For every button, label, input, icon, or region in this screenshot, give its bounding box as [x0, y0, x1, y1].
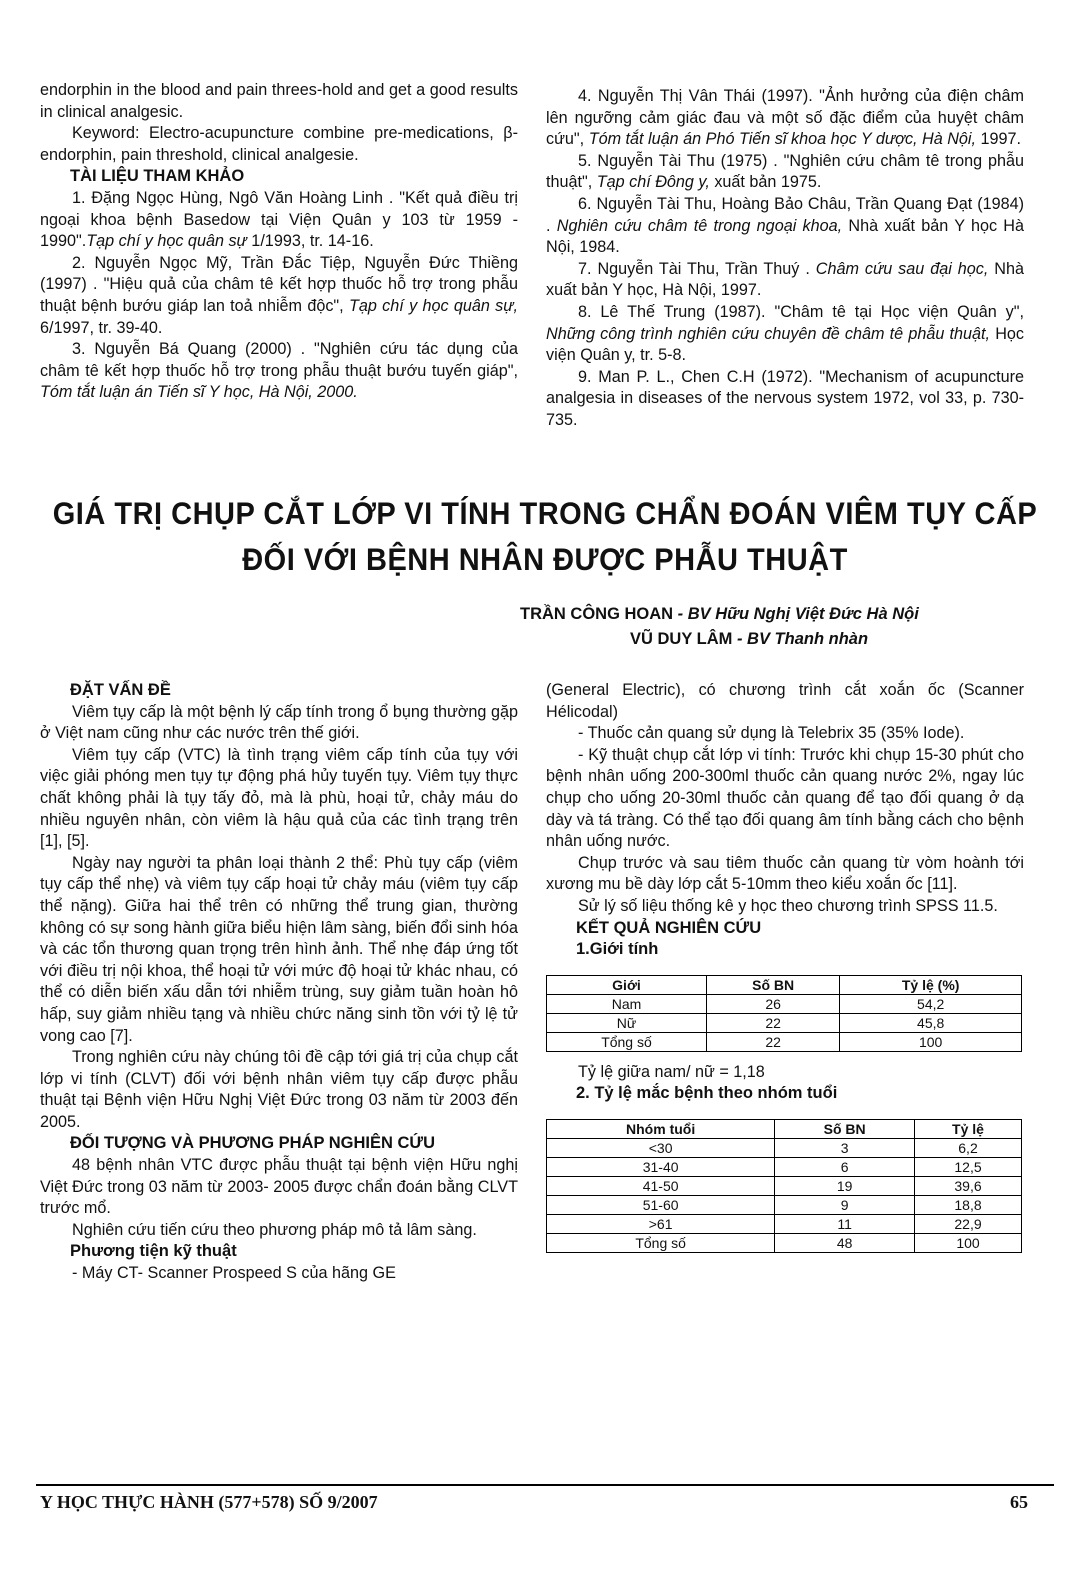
results-heading: KẾT QUẢ NGHIÊN CỨU [576, 918, 762, 937]
table-cell: 45,8 [840, 1013, 1022, 1032]
table-cell: 48 [775, 1233, 915, 1252]
references-heading: TÀI LIỆU THAM KHẢO [70, 167, 245, 186]
table-row [547, 1013, 1022, 1032]
table-row [547, 1195, 1022, 1214]
table-row [547, 1176, 1022, 1195]
intro-paragraph-3: Ngày nay người ta phân loại thành 2 thể: Phù tụy cấp (viêm tụy cấp thể nhẹ) và viêm tụy cấp hoại tử chảy máu (viêm tụy cấp thể nặng). Giữa hai thể trên có những thể trung gian, thường không có sự song hành giữa biểu hiện lâm sàng, biến đổi sinh hóa và các tổn thương quan trọng trên hình ảnh. Thể nhẹ đáp ứng tốt với điều trị nội khoa, thể hoại tử với mức độ hoại tử khác nhau, có thể có diễn biến xấu dẫn tới nhiễm trùng, suy giảm tuần hoàn hô hấp, suy giảm nhiều tạng và nhiều chức năng sinh tồn với tỷ lệ tử vong cao [7]. [40, 853, 518, 1045]
page-number: 65 [1010, 1492, 1028, 1512]
table-cell: 51-60 [547, 1195, 775, 1214]
table-cell: <30 [547, 1138, 775, 1157]
age-table [546, 1119, 1022, 1253]
footer-rule [36, 1484, 1054, 1486]
intro-paragraph-1: Viêm tụy cấp là một bệnh lý cấp tính trong ổ bụng thường gặp ở Việt nam cũng như các nước trên thế giới. [40, 702, 518, 743]
table-row [547, 1233, 1022, 1252]
table-cell: 9 [775, 1195, 915, 1214]
table-cell: 41-50 [547, 1176, 775, 1195]
table-cell: 3 [775, 1138, 915, 1157]
table-cell: 22 [706, 1032, 839, 1051]
table-header-cell: Tỷ lệ (%) [840, 975, 1022, 994]
keywords: Keyword: Electro-acupuncture combine pre-medications, β-endorphin, pain threshold, clinical analgesie. [40, 124, 518, 164]
abstract-end: endorphin in the blood and pain threes-hold and get a good results in clinical analgesic. [40, 81, 518, 121]
statistics-paragraph: Sử lý số liệu thống kê y học theo chương trình SPSS 11.5. [578, 896, 998, 915]
table-cell: 19 [775, 1176, 915, 1195]
technique-paragraph: - Kỹ thuật chụp cắt lớp vi tính: Trước khi chụp 15-30 phút cho bệnh nhân uống 200-300ml thuốc cản quang nước 2%, ngay lúc chụp cho uống 20-30ml thuốc cản quang để tạo đối quang ở dạ dày và tá tràng. Có thể tạo đối quang âm tính bằng cách cho bệnh nhân uống nước. [546, 745, 1024, 851]
table-cell: Tổng số [547, 1233, 775, 1252]
body-right-column [546, 680, 1024, 1259]
equipment-continued: (General Electric), có chương trình cắt xoắn ốc (Scanner Hélicodal) [546, 681, 1024, 721]
methods-paragraph-1: 48 bệnh nhân VTC được phẫu thuật tại bệnh viện Hữu nghị Việt Đức trong 03 năm từ 2003- 2005 được chẩn đoán bằng CLVT trước mổ. [40, 1156, 518, 1218]
table-cell: Tổng số [547, 1032, 707, 1051]
table-row [547, 1032, 1022, 1051]
table-cell: 18,8 [915, 1195, 1022, 1214]
sex-ratio: Tỷ lệ giữa nam/ nữ = 1,18 [578, 1062, 765, 1081]
table-header-cell: Tỷ lệ [915, 1119, 1022, 1138]
equipment-paragraph: - Máy CT- Scanner Prospeed S của hãng GE [72, 1264, 396, 1283]
table-row [547, 1138, 1022, 1157]
table-cell: 6 [775, 1157, 915, 1176]
author-1: TRẦN CÔNG HOAN - BV Hữu Nghị Việt Đức Hà Nội [520, 605, 919, 623]
reference-1: 1. Đặng Ngọc Hùng, Ngô Văn Hoàng Linh . "Kết quả điều trị ngoại khoa bệnh Basedow tại Viện Quân y 103 từ 1959 - 1990".Tạp chí y học quân sự 1/1993, tr. 14-16. [40, 188, 518, 251]
reference-5: 5. Nguyễn Tài Thu (1975) . "Nghiên cứu châm tê trong phẫu thuật", Tạp chí Đông y, xuất bản 1975. [546, 151, 1024, 192]
intro-paragraph-4: Trong nghiên cứu này chúng tôi đề cập tới giá trị của chụp cắt lớp vi tính (CLVT) đối với bệnh nhân viêm tụy cấp được phẫu thuật tại Bệnh viện Hữu Nghị Việt Đức trong 03 năm từ 2003 đến 2005. [40, 1048, 518, 1131]
top-left-column [40, 80, 518, 404]
table-header-row [547, 975, 1022, 994]
table-cell: 22,9 [915, 1214, 1022, 1233]
table-cell: 6,2 [915, 1138, 1022, 1157]
table-cell: 31-40 [547, 1157, 775, 1176]
reference-4: 4. Nguyễn Thị Vân Thái (1997). "Ảnh hưởng của điện châm lên ngưỡng cảm giác đau và một số đặc điểm của huyệt châm cứu", Tóm tắt luận án Phó Tiến sĩ khoa học Y dược, Hà Nội, 1997. [546, 87, 1024, 149]
table-cell: 12,5 [915, 1157, 1022, 1176]
table-header-cell: Số BN [706, 975, 839, 994]
reference-2: 2. Nguyễn Ngọc Mỹ, Trần Đắc Tiệp, Nguyễn Đức Thiềng (1997) . "Hiệu quả của châm tê kết hợp thuốc hỗ trợ trong phẫu thuật bệnh bướu giáp lan toả nhiễm độc", Tạp chí y học quân sự, 6/1997, tr. 39-40. [40, 253, 519, 337]
title-line-2: ĐỐI VỚI BỆNH NHÂN ĐƯỢC PHẪU THUẬT [242, 542, 848, 578]
age-heading: 2. Tỷ lệ mắc bệnh theo nhóm tuổi [576, 1084, 838, 1103]
table-header-row [547, 1119, 1022, 1138]
reference-7: 7. Nguyễn Tài Thu, Trần Thuý . Châm cứu sau đại học, Nhà xuất bản Y học, Hà Nội, 1997. [546, 259, 1024, 300]
article-title [0, 491, 1090, 583]
authors [520, 602, 1030, 652]
sex-heading: 1.Giới tính [576, 940, 659, 959]
table-cell: 100 [840, 1032, 1022, 1051]
intro-paragraph-2: Viêm tụy cấp (VTC) là tình trạng viêm cấp tính của tụy với việc giải phóng men tụy tự động phá hủy tuyến tụy. Viêm tụy thực chất không phải là tụy tấy đỏ, mà là phù, hoại tử, chảy máu do nhiều nguyên nhân, còn viêm là hậu quả của các tình trạng trên [1], [5]. [40, 745, 518, 851]
reference-6: 6. Nguyễn Tài Thu, Hoàng Bảo Châu, Trần Quang Đạt (1984) . Nghiên cứu châm tê trong ngoại khoa, Nhà xuất bản Y học Hà Nội, 1984. [546, 194, 1025, 257]
table-cell: 39,6 [915, 1176, 1022, 1195]
table-cell: Nữ [547, 1013, 707, 1032]
contrast-paragraph: - Thuốc cản quang sử dụng là Telebrix 35 (35% Iode). [578, 724, 965, 743]
reference-3: 3. Nguyễn Bá Quang (2000) . "Nghiên cứu tác dụng của châm tê kết hợp thuốc hỗ trợ trong phẫu thuật bướu tuyến giáp", Tóm tắt luận án Tiến sĩ Y học, Hà Nội, 2000. [40, 340, 518, 402]
reference-8: 8. Lê Thế Trung (1987). "Châm tê tại Học viện Quân y", Những công trình nghiên cứu chuyên đề châm tê phẫu thuật, Học viện Quân y, tr. 5-8. [546, 302, 1024, 365]
table-row [547, 1157, 1022, 1176]
table-header-cell: Nhóm tuổi [547, 1119, 775, 1138]
table-cell: 100 [915, 1233, 1022, 1252]
table-row [547, 994, 1022, 1013]
scan-paragraph: Chụp trước và sau tiêm thuốc cản quang từ vòm hoành tới xương mu bề dày lớp cắt 5-10mm theo kiểu xoắn ốc [11]. [546, 853, 1024, 894]
intro-heading: ĐẶT VẤN ĐỀ [70, 681, 171, 699]
author-2: VŨ DUY LÂM - BV Thanh nhàn [630, 630, 869, 648]
table-cell: 11 [775, 1214, 915, 1233]
table-cell: 22 [706, 1013, 839, 1032]
top-right-column [546, 86, 1024, 432]
table-cell: 26 [706, 994, 839, 1013]
reference-9: 9. Man P. L., Chen C.H (1972). "Mechanism of acupuncture analgesia in diseases of the nervous system 1972, vol 33, p. 730-735. [546, 367, 1024, 429]
sex-table [546, 975, 1022, 1052]
equipment-heading: Phương tiện kỹ thuật [70, 1242, 237, 1261]
table-row [547, 1214, 1022, 1233]
journal-footer: Y HỌC THỰC HÀNH (577+578) SỐ 9/2007 [40, 1492, 378, 1512]
title-line-1: GIÁ TRỊ CHỤP CẮT LỚP VI TÍNH TRONG CHẨN ĐOÁN VIÊM TỤY CẤP [52, 496, 1038, 532]
body-left-column [40, 680, 518, 1285]
table-header-cell: Số BN [775, 1119, 915, 1138]
table-cell: >61 [547, 1214, 775, 1233]
methods-paragraph-2: Nghiên cứu tiến cứu theo phương pháp mô tả lâm sàng. [72, 1220, 477, 1239]
methods-heading: ĐỐI TƯỢNG VÀ PHƯƠNG PHÁP NGHIÊN CỨU [70, 1134, 436, 1153]
table-header-cell: Giới [547, 975, 707, 994]
table-cell: Nam [547, 994, 707, 1013]
table-cell: 54,2 [840, 994, 1022, 1013]
